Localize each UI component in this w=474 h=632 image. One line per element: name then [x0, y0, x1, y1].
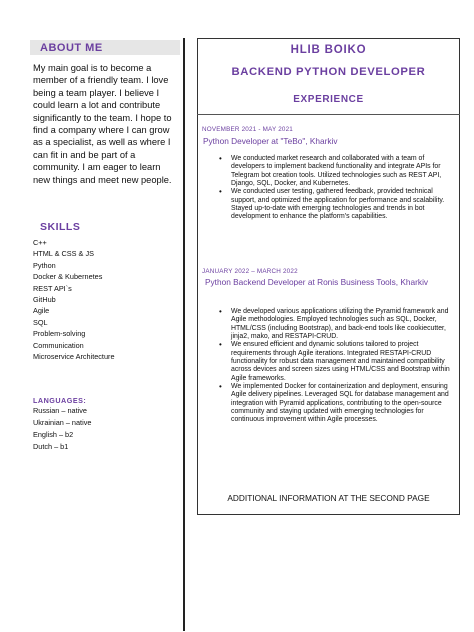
job-bullet: • We implemented Docker for containerization and deployment, ensuring Agile delivery pipelines. Leveraged SQL for database management and integration with Pyramid applications, contributing to the open-source community and staying updated with emerging technologies for continuous improvement within Agile processes.: [219, 383, 452, 425]
job-bullet: • We ensured efficient and dynamic solutions tailored to project requirements through Agile iterations. Integrated RESTAPI-CRUD functionality for robust data management and maintained compatibility across devices and screen sizes using HTML/CSS and Bootstrap within Agile frameworks.: [219, 341, 452, 383]
job-date: JANUARY 2022 – MARCH 2022: [202, 268, 298, 275]
header-divider: [197, 114, 460, 115]
job-bullet: • We conducted user testing, gathered feedback, provided technical support, and optimized the application for performance and scalability. Stayed up-to-date with emerging technologies and trends in bot development to enhance the platform's capabilities.: [219, 188, 452, 221]
languages-list: [33, 405, 91, 453]
skill-item: Microservice Architecture: [33, 351, 115, 361]
job-bullet: • We conducted market research and collaborated with a team of developers to implement backend functionality and integrate APIs for Telegram bot creation tools. Utilized technologies such as REST API, Django, SQL, Docker, and Kubernetes.: [219, 155, 452, 188]
language-item: English – b2: [33, 430, 74, 439]
language-item: Russian – native: [33, 406, 87, 415]
skill-item: Communication: [33, 340, 84, 350]
about-text: My main goal is to become a member of a friendly team. I love being a team player. I believe I could learn a lot and contribute significantly to the team. I hope to find a company where I can grow as a specialist, as well as where I can fit in and be part of a community. I am eager to learn new things and meet new people.: [33, 63, 172, 185]
candidate-name: HLIB BOIKO: [290, 44, 367, 56]
additional-info-note: ADDITIONAL INFORMATION AT THE SECOND PAGE: [227, 493, 430, 503]
job-title: Python Backend Developer at Ronis Business Tools, Kharkiv: [205, 277, 429, 287]
skill-item: SQL: [33, 317, 48, 327]
candidate-role: BACKEND PYTHON DEVELOPER: [231, 66, 426, 78]
job-bullets: [219, 155, 452, 222]
column-divider: [183, 38, 185, 631]
skill-item: Python: [33, 260, 56, 270]
language-item: Dutch – b1: [33, 442, 69, 451]
languages-title: LANGUAGES:: [33, 396, 87, 405]
job-bullet: • We developed various applications utilizing the Pyramid framework and Agile methodologies. Employed technologies such as SQL, Docker, HTML/CSS (including Bootstrap), and back-end tools like cookiecutter, jinja2, mako, and RESTAPI-CRUD.: [219, 308, 452, 341]
skill-item: REST API`s: [33, 283, 72, 293]
skill-item: Docker & Kubernetes: [33, 272, 103, 282]
experience-title: EXPERIENCE: [293, 94, 364, 105]
skills-list: [33, 237, 115, 362]
skill-item: Agile: [33, 306, 50, 316]
skill-item: GitHub: [33, 294, 56, 304]
skill-item: HTML & CSS & JS: [33, 249, 94, 259]
skills-title: SKILLS: [40, 221, 81, 233]
about-title: ABOUT ME: [40, 42, 103, 54]
job-bullets: [219, 308, 452, 425]
job-date: NOVEMBER 2021 - MAY 2021: [202, 126, 294, 133]
language-item: Ukrainian – native: [33, 418, 92, 427]
skill-item: C++: [33, 238, 47, 247]
skill-item: Problem-solving: [33, 329, 86, 339]
job-title: Python Developer at "TeBo", Kharkiv: [203, 136, 338, 146]
